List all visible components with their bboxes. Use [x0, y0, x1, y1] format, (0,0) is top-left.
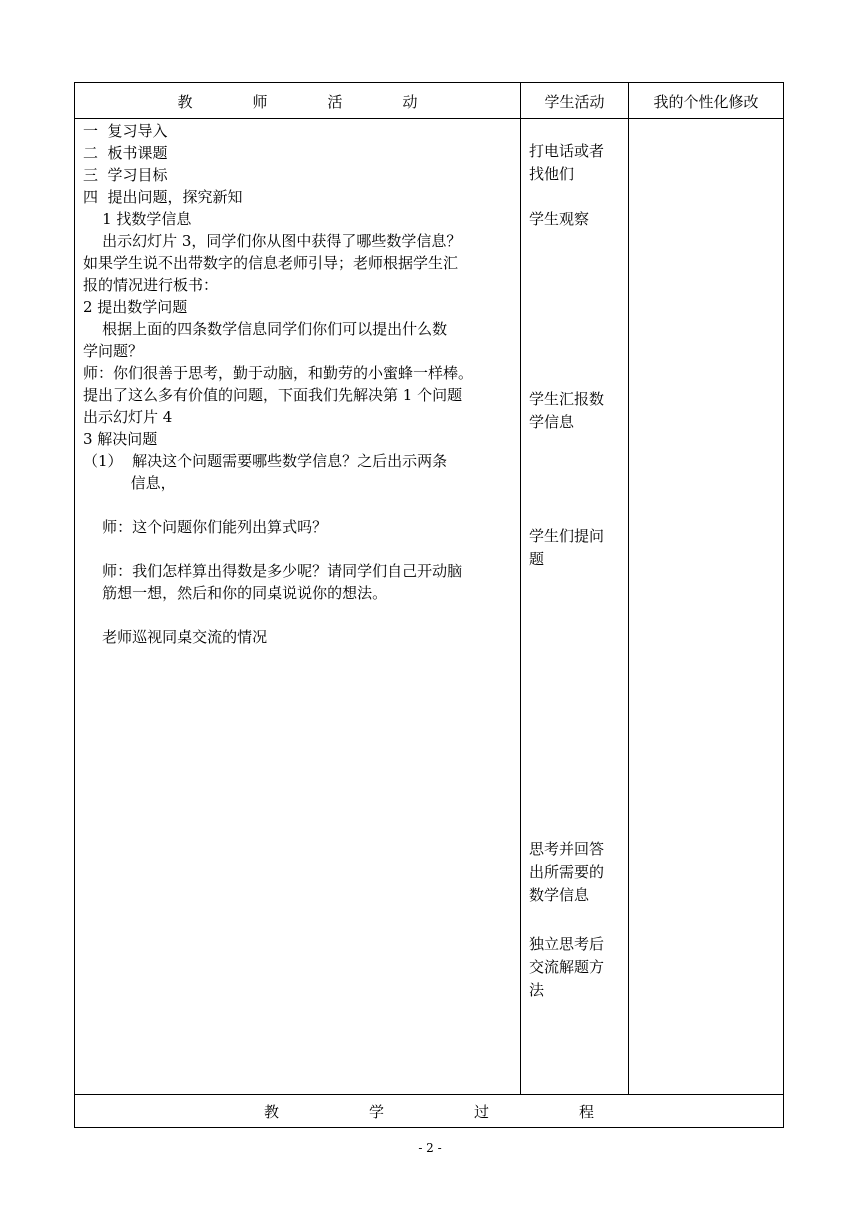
teacher-line: 三 学习目标: [83, 166, 168, 184]
teacher-line: （1） 解决这个问题需要哪些数学信息？之后出示两条: [83, 452, 448, 470]
teacher-line: 3 解决问题: [83, 430, 158, 448]
student-activity-line: 学信息: [529, 413, 575, 431]
student-activity-line: 找他们: [529, 165, 575, 183]
header-personal-edit-label: 我的个性化修改: [653, 92, 759, 111]
teacher-line: 报的情况进行板书：: [83, 276, 219, 294]
teacher-line: 师：这个问题你们能列出算式吗？: [83, 518, 328, 536]
header-student-activity: [521, 83, 628, 119]
header-char: 活: [327, 92, 343, 111]
teacher-line: 出示幻灯片 3，同学们你从图中获得了哪些数学信息？: [83, 232, 462, 250]
teacher-line: 信息，: [83, 474, 176, 492]
student-activity-line: 出所需要的: [529, 863, 605, 881]
teacher-line: 四 提出问题，探究新知: [83, 188, 243, 206]
student-activity-block: [529, 208, 625, 231]
teacher-line: 如果学生说不出带数字的信息老师引导；老师根据学生汇: [83, 254, 459, 272]
header-char: 动: [402, 92, 418, 111]
student-activity-line: 交流解题方: [529, 958, 605, 976]
header-student-activity-label: 学生活动: [544, 92, 605, 111]
student-activity-line: 题: [529, 550, 545, 568]
teacher-line: 筋想一想，然后和你的同桌说说你的想法。: [83, 584, 388, 602]
header-teacher-activity: [75, 83, 520, 119]
teacher-line: 提出了这么多有价值的问题，下面我们先解决第 1 个问题: [83, 386, 463, 404]
lesson-plan-table: [74, 82, 784, 1128]
page-number: - 2 -: [418, 1141, 442, 1155]
student-activity-line: 学生观察: [529, 210, 590, 228]
student-activity-block: [529, 525, 625, 571]
header-char: 师: [252, 92, 268, 111]
student-activity-block: [529, 838, 625, 907]
teacher-line: [83, 538, 519, 560]
column-divider-1: [520, 83, 521, 1094]
student-activity-block: [529, 388, 625, 434]
student-activity-line: 法: [529, 981, 545, 999]
teacher-line: [83, 604, 519, 626]
teacher-activity-content: [83, 120, 519, 648]
header-char: 教: [177, 92, 193, 111]
student-activity-line: 学生们提问: [529, 527, 605, 545]
student-activity-block: [529, 933, 625, 1002]
student-activity-line: 学生汇报数: [529, 390, 605, 408]
teacher-line: [83, 494, 519, 516]
teacher-line: 出示幻灯片 4: [83, 408, 173, 426]
student-activity-line: 数学信息: [529, 886, 590, 904]
student-activity-line: 独立思考后: [529, 935, 605, 953]
teacher-line: 二 板书课题: [83, 144, 168, 162]
student-activity-block: [529, 140, 625, 186]
teacher-line: 根据上面的四条数学信息同学们你们可以提出什么数: [83, 320, 448, 338]
footer-teaching-process: [75, 1095, 783, 1127]
teacher-line: 2 提出数学问题: [83, 298, 188, 316]
footer-char: 教: [264, 1102, 280, 1121]
teacher-line: 学问题？: [83, 342, 144, 360]
header-personal-edit: [629, 83, 783, 119]
footer-char: 学: [368, 1102, 384, 1121]
teacher-line: 师：我们怎样算出得数是多少呢？请同学们自己开动脑: [83, 562, 463, 580]
teacher-line: 老师巡视同桌交流的情况: [83, 628, 268, 646]
teacher-line: 一 复习导入: [83, 122, 168, 140]
teacher-line: 1 找数学信息: [83, 210, 192, 228]
student-activity-line: 思考并回答: [529, 840, 605, 858]
teacher-line: 师：你们很善于思考，勤于动脑，和勤劳的小蜜蜂一样棒。: [83, 364, 474, 382]
student-activity-line: 打电话或者: [529, 142, 605, 160]
column-divider-2: [628, 83, 629, 1094]
footer-char: 过: [473, 1102, 489, 1121]
footer-char: 程: [578, 1102, 594, 1121]
